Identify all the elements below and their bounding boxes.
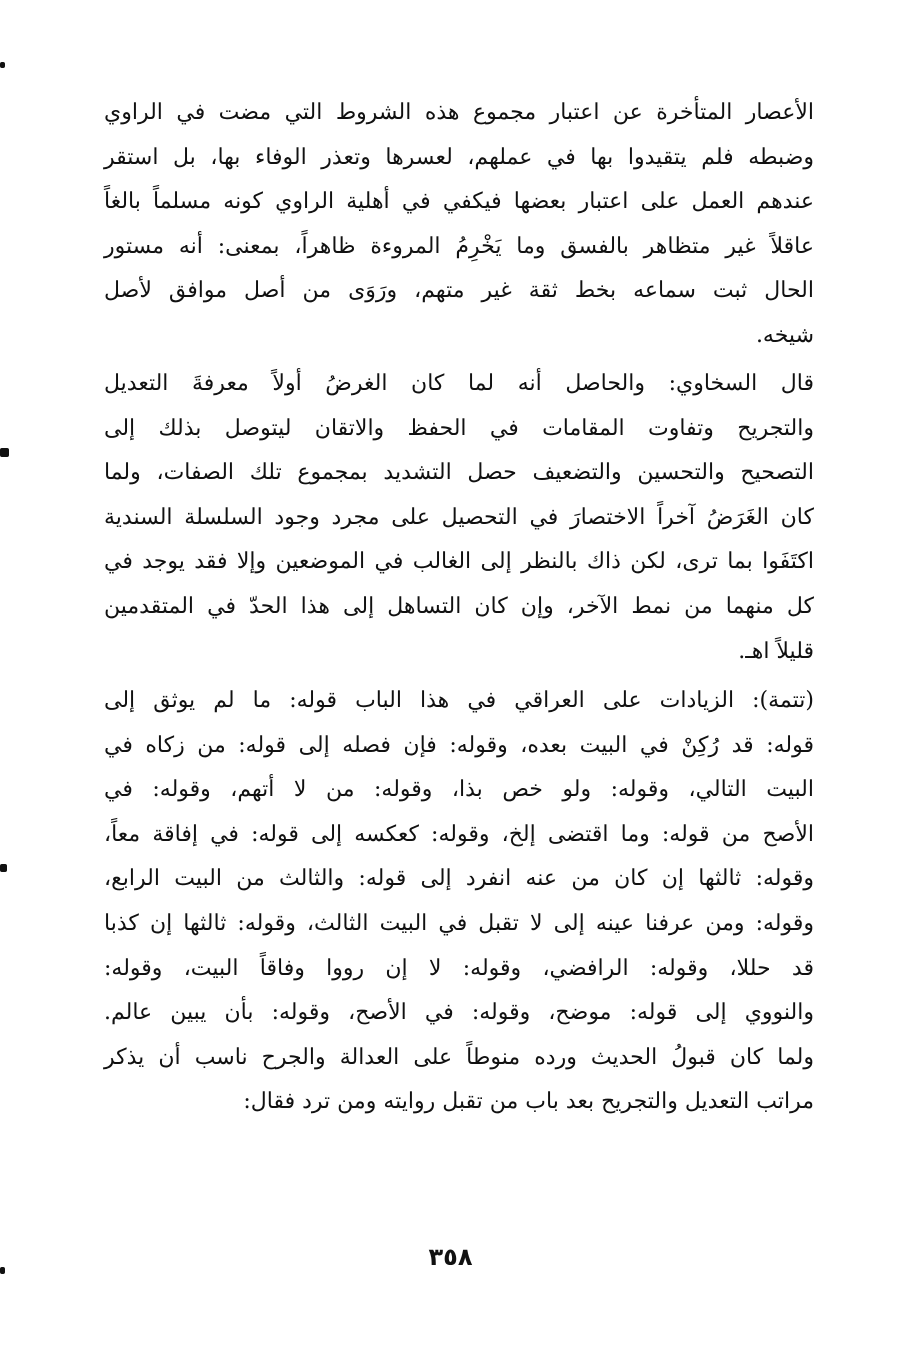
text-line: وقوله: ثالثها إن كان من عنه انفرد إلى قوله: والثالث من البيت الرابع،	[104, 866, 814, 892]
text-line: التصحيح والتحسين والتضعيف حصل التشديد بمجموع تلك الصفات، ولما	[104, 460, 814, 486]
text-line: والنووي إلى قوله: موضح، وقوله: في الأصح، وقوله: بأن يبين عالم.	[104, 1000, 814, 1026]
text-line: مراتب التعديل والتجريح بعد باب من تقبل روايته ومن ترد فقال:	[243, 1089, 814, 1115]
text-line: كل منهما من نمط الآخر، وإن كان التساهل إلى هذا الحدّ في المتقدمين	[104, 593, 814, 619]
page-number: ٣٥٨	[428, 1243, 473, 1271]
text-line: والتجريح وتفاوت المقامات في الحفظ والاتقان ليتوصل بذلك إلى	[104, 415, 814, 441]
text-line: الأصح من قوله: وما اقتضى إلخ، وقوله: كعكسه إلى قوله: في إفاقة معاً،	[104, 821, 814, 847]
text-line: الحال ثبت سماعه بخط ثقة غير متهم، ورَوَى من أصل موافق لأصل	[104, 278, 814, 304]
text-line: كان الغَرَضُ آخراً الاختصارَ في التحصيل على مجرد وجود السلسلة السندية	[104, 504, 814, 530]
text-line: ولما كان قبولُ الحديث ورده منوطاً على العدالة والجرح ناسب أن يذكر	[104, 1044, 814, 1070]
text-line: اكتَفَوا بما ترى، لكن ذاك بالنظر إلى الغالب في الموضعين وإلا فقد يوجد في	[104, 549, 814, 575]
text-line: البيت التالي، وقوله: ولو خص بذا، وقوله: من لا أتهم، وقوله: في	[104, 777, 814, 803]
scan-edge-mark	[0, 62, 5, 68]
text-line: قليلاً اهـ.	[738, 638, 814, 664]
scan-edge-mark	[0, 864, 7, 872]
scan-edge-mark	[0, 448, 9, 457]
text-line: وضبطه فلم يتقيدوا بها في عملهم، لعسرها وتعذر الوفاء بها، بل استقر	[104, 144, 814, 170]
paragraph-2	[104, 362, 814, 674]
text-line: الأعصار المتأخرة عن اعتبار مجموع هذه الشروط التي مضت في الراوي	[104, 100, 814, 125]
text-line: شيخه.	[755, 322, 814, 348]
text-line: وقوله: ومن عرفنا عينه إلى لا تقبل في البيت الثالث، وقوله: ثالثها إن كذبا	[104, 910, 814, 936]
text-line: قوله: قد رُكِنْ في البيت بعده، وقوله: فإن فصله إلى قوله: من زكاه في	[104, 732, 814, 758]
text-line: قد حللا، وقوله: الرافضي، وقوله: لا إن رووا وفاقاً البيت، وقوله:	[104, 955, 814, 981]
paragraph-1	[104, 91, 814, 359]
paragraph-3	[104, 679, 814, 1125]
text-line: عاقلاً غير متظاهر بالفسق وما يَخْرِمُ المروءة ظاهراً، بمعنى: أنه مستور	[104, 233, 814, 259]
text-line: (تتمة): الزيادات على العراقي في هذا الباب قوله: ما لم يوثق إلى	[104, 688, 814, 713]
text-line: قال السخاوي: والحاصل أنه لما كان الغرضُ أولاً معرفةَ التعديل	[104, 371, 814, 396]
text-line: عندهم العمل على اعتبار بعضها فيكفي في أهلية الراوي كونه مسلماً بالغاً	[104, 189, 814, 215]
